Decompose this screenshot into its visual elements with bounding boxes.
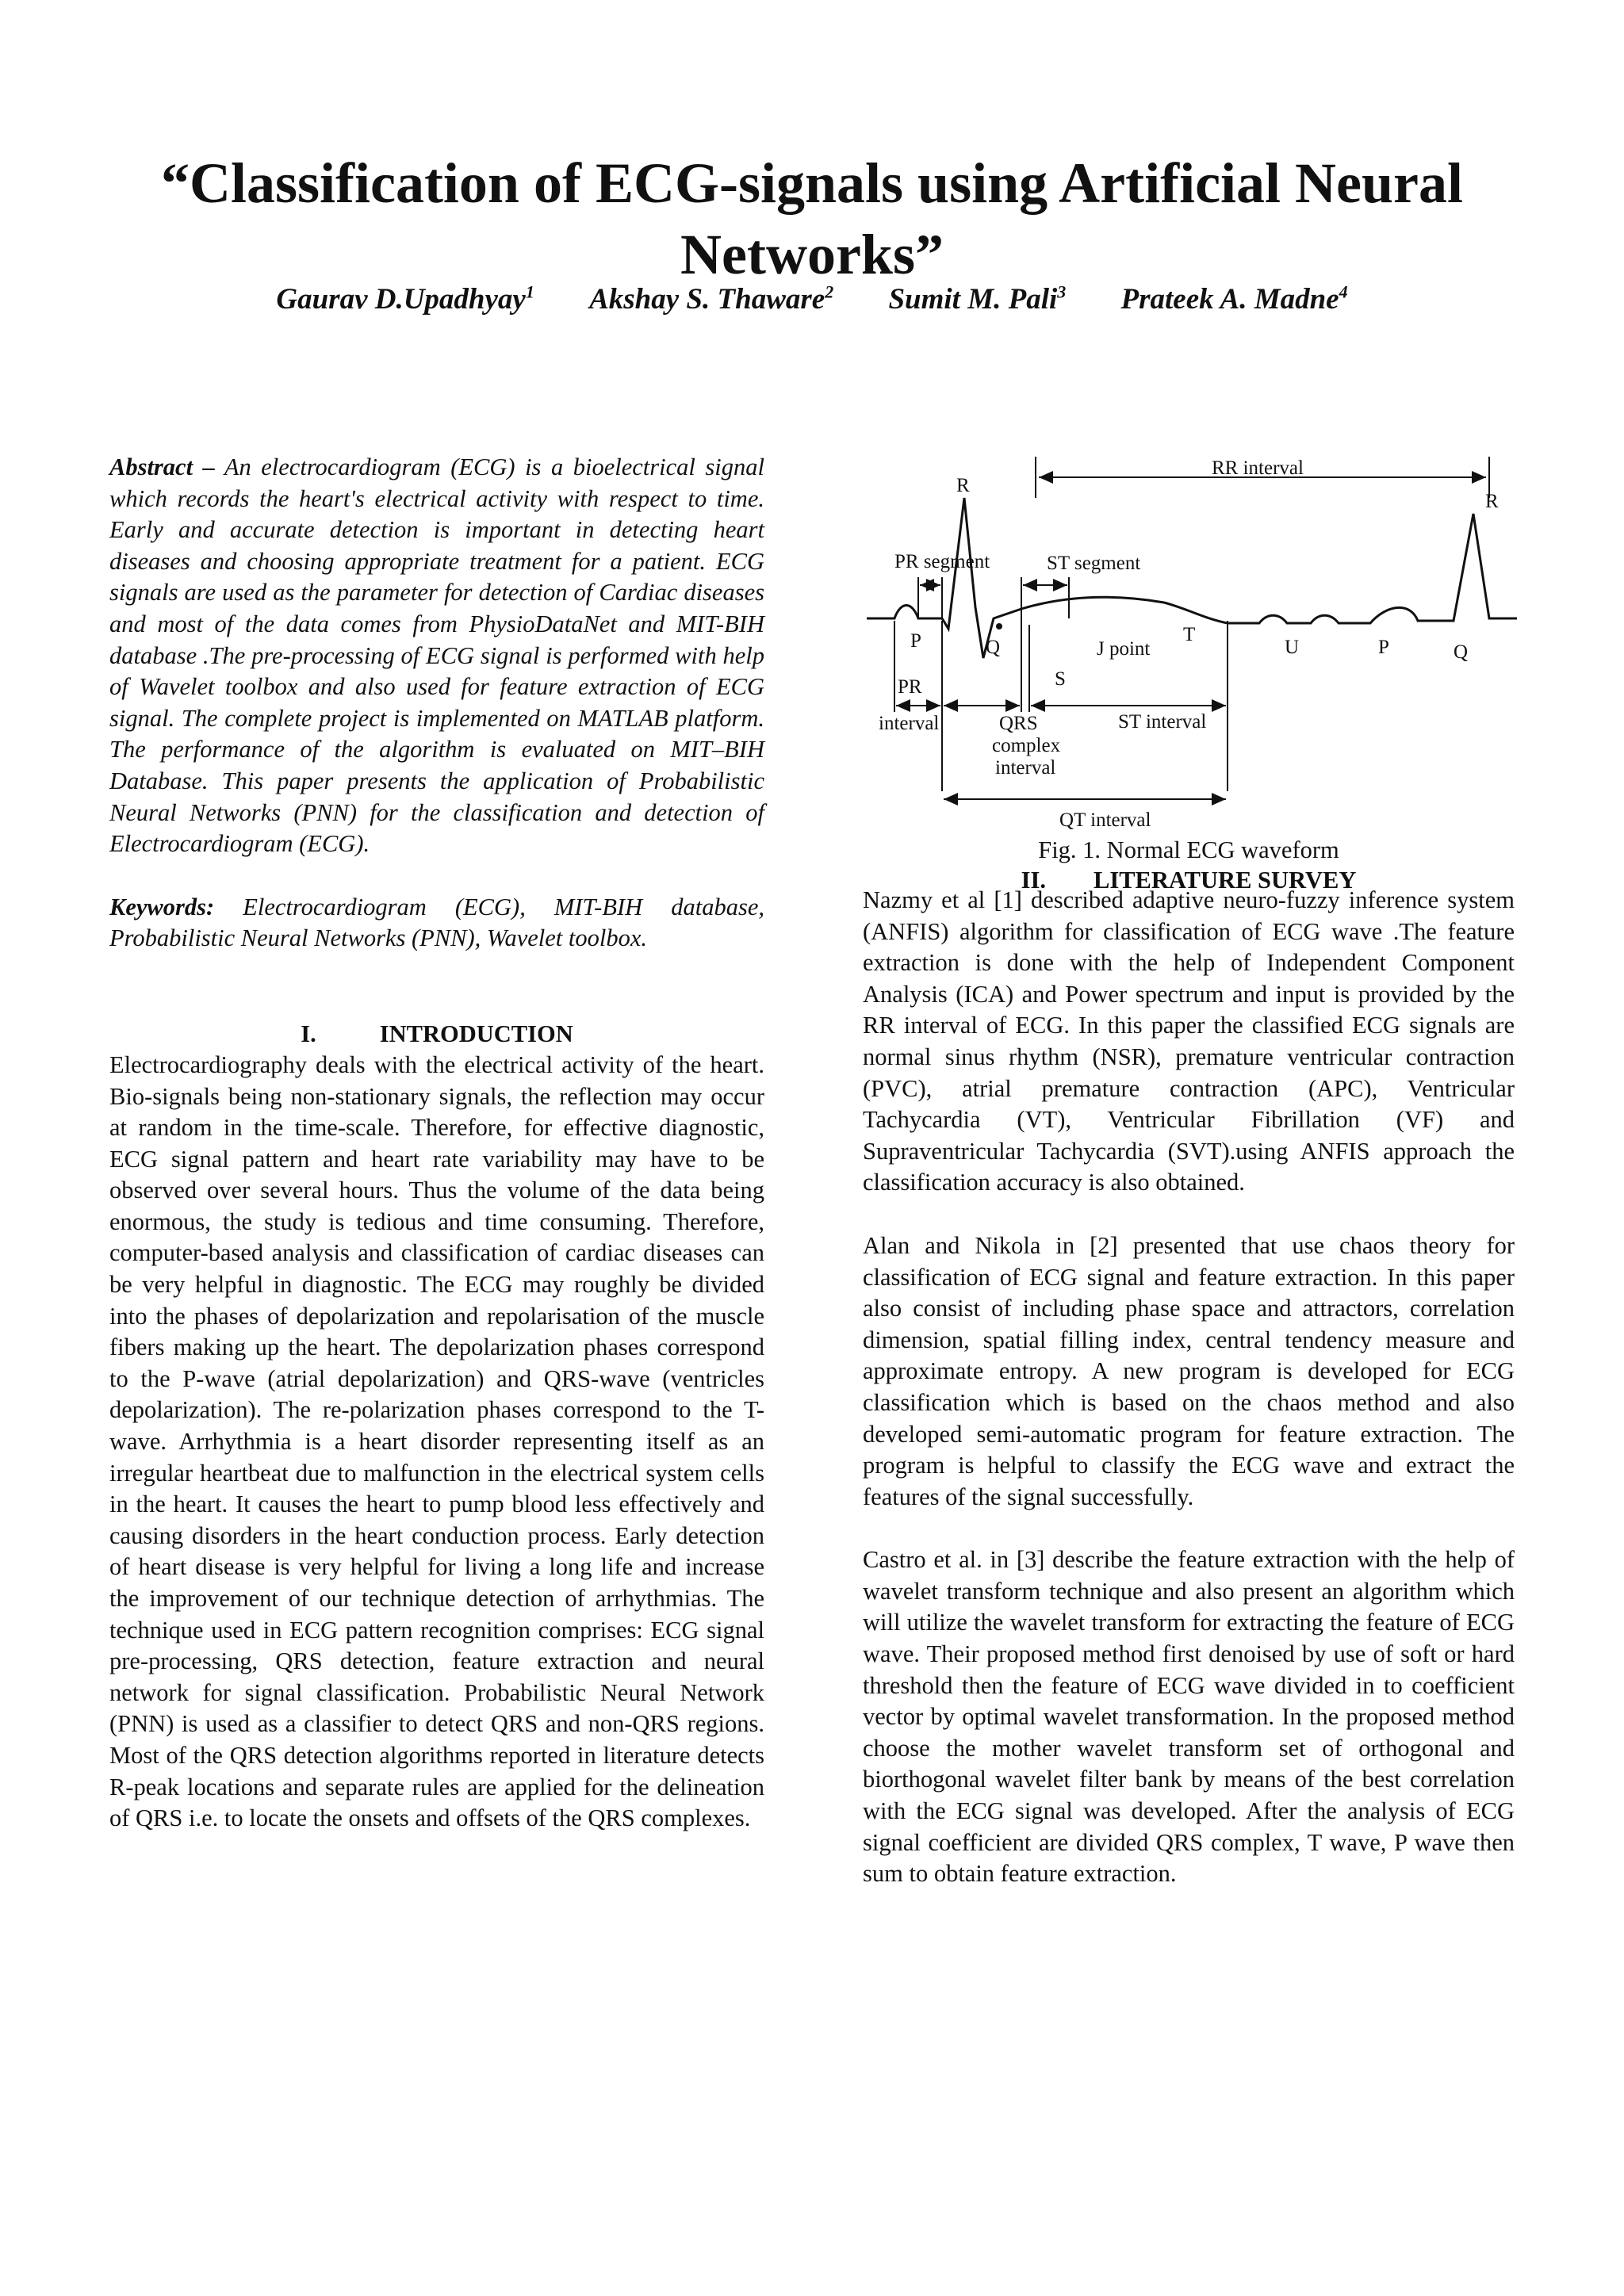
label-q1: Q [986, 637, 1001, 658]
literature-heading: II. LITERATURE SURVEY [863, 864, 1515, 896]
literature-paragraph-2: Alan and Nikola in [2] presented that use chaos theory for classification of ECG signal and feature extraction. In this paper also consist of including phase space and attractors, correlation dimension, spatial filling index, central tendency measure and approximate entropy. A new program is developed for ECG classification which is based on the chaos method and also developed semi-automatic program for feature extraction. The program is helpful to classify the ECG wave and extract the features of the signal successfully. [863, 1231, 1515, 1510]
introduction-text: Electrocardiography deals with the electrical activity of the heart. Bio-signals being non-stationary signals, the reflection may occur at random in the time-scale. Therefore, for effective diagnostic, ECG signal pattern and heart rate variability may have to be observed over several hours. Thus the volume of the data being enormous, the study is tedious and time consuming. Therefore, computer-based analysis and classification of cardiac diseases can be very helpful in diagnostic. The ECG may roughly be divided into the phases of depolarization and repolarisation of the muscle fibers making up the heart. The depolarization phases correspond to the P-wave (atrial depolarization) and QRS-wave (ventricles depolarization). The re-polarization phases correspond to the T-wave. Arrhythmia is a heart disorder representing itself as an irregular heartbeat due to malfunction in the electrical system cells in the heart. It causes the heart to pump blood less effectively and causing disorders in the heart conduction process. Early detection of heart disease is very helpful for living a long life and increase the improvement of our technique detection of arrhythmias. The technique used in ECG pattern recognition comprises: ECG signal pre-processing, QRS detection, feature extraction and neural network for signal classification. Probabilistic Neural Network (PNN) is used as a classifier to detect QRS and non-QRS regions. Most of the QRS detection algorithms reported in literature detects R-peak locations and separate rules are applied for the delineation of QRS i.e. to locate the onsets and offsets of the QRS complexes. [109, 1050, 764, 1832]
introduction-heading: I. INTRODUCTION [109, 1018, 764, 1050]
literature-paragraph-3: Castro et al. in [3] describe the feature extraction with the help of wavelet transform technique and also present an algorithm which will utilize the wavelet transform for extracting the feature of ECG wave. Their proposed method first denoised by use of soft or hard threshold then the feature of ECG wave divided in to coefficient vector by optimal wavelet transformation. In the proposed method choose the mother wavelet transform set of orthogonal and biorthogonal wavelet filter bank by means of the best correlation with the ECG signal was developed. After the analysis of ECG signal coefficient are divided QRS complex, T wave, P wave then sum to obtain feature extraction. [863, 1546, 1515, 1888]
author-2: Akshay S. Thaware$^2$ [589, 282, 834, 316]
keywords-label: Keywords: [109, 893, 215, 920]
author-4: Prateek A. Madne$^4$ [1120, 282, 1348, 316]
paper-title: “Classification of ECG-signals using Artificial Neural Networks” [160, 151, 1464, 286]
label-t: T [1183, 624, 1196, 645]
right-column [863, 885, 1515, 1890]
label-u: U [1285, 637, 1300, 658]
author-list [0, 282, 1624, 316]
abstract [109, 452, 764, 860]
ecg-waveform-diagram [863, 450, 1522, 836]
label-rr-interval: RR interval [1212, 457, 1304, 479]
label-j-point: J point [1097, 638, 1151, 660]
label-q2: Q [1454, 641, 1469, 663]
label-pr-interval-line1: PR [898, 676, 922, 698]
ecg-waveform-figure [863, 450, 1522, 836]
label-s: S [1055, 668, 1066, 690]
label-pr-interval-line2: interval [879, 713, 940, 734]
label-qrs-line2: complex [992, 735, 1061, 756]
author-3: Sumit M. Pali$^3$ [888, 282, 1067, 316]
label-r1: R [956, 475, 970, 496]
abstract-label: Abstract – [109, 453, 215, 480]
literature-number: II. [1021, 867, 1046, 894]
left-column [109, 452, 764, 1835]
label-st-interval: ST interval [1118, 711, 1207, 733]
label-qrs-line3: interval [995, 757, 1056, 779]
figure-caption: Fig. 1. Normal ECG waveform [1038, 836, 1339, 863]
label-p1: P [910, 630, 921, 652]
label-pr-segment: PR segment [894, 551, 990, 572]
label-qt-interval: QT interval [1059, 809, 1151, 831]
author-1: Gaurav D.Upadhyay$^1$ [276, 282, 534, 316]
keywords-text: Electrocardiogram (ECG), MIT-BIH database, Probabilistic Neural Networks (PNN), Wavelet toolbox. [109, 893, 764, 952]
label-st-segment: ST segment [1047, 553, 1141, 574]
keywords [109, 892, 764, 955]
abstract-text: An electrocardiogram (ECG) is a bioelectrical signal which records the heart's electrical activity with respect to time. Early and accurate detection is important in detecting heart diseases and choosing appropriate treatment for a patient. ECG signals are used as the parameter for detection of Cardiac diseases and most of the data comes from PhysioDataNet and MIT-BIH database .The pre-processing of ECG signal is performed with help of Wavelet toolbox and also used for feature extraction of ECG signal. The complete project is implemented on MATLAB platform. The performance of the algorithm is evaluated on MIT–BIH Database. This paper presents the application of Probabilistic Neural Networks (PNN) for the classification and detection of Electrocardiogram (ECG). [109, 453, 764, 858]
literature-paragraph-1: Nazmy et al [1] described adaptive neuro-fuzzy inference system (ANFIS) algorithm for classification of ECG wave .The feature extraction is done with the help of Independent Component Analysis (ICA) and Power spectrum and input is provided by the RR interval of ECG. In this paper the classified ECG signals are normal sinus rhythm (NSR), premature ventricular contraction (PVC), atrial premature contraction (APC), Ventricular Tachycardia (VT), Ventricular Fibrillation (VF) and Supraventricular Tachycardia (SVT).using ANFIS approach the classification accuracy is also obtained. [863, 886, 1515, 1196]
label-qrs-line1: QRS [999, 713, 1038, 734]
label-r2: R [1485, 491, 1499, 512]
introduction-number: I. [301, 1020, 316, 1047]
label-p2: P [1378, 637, 1389, 658]
